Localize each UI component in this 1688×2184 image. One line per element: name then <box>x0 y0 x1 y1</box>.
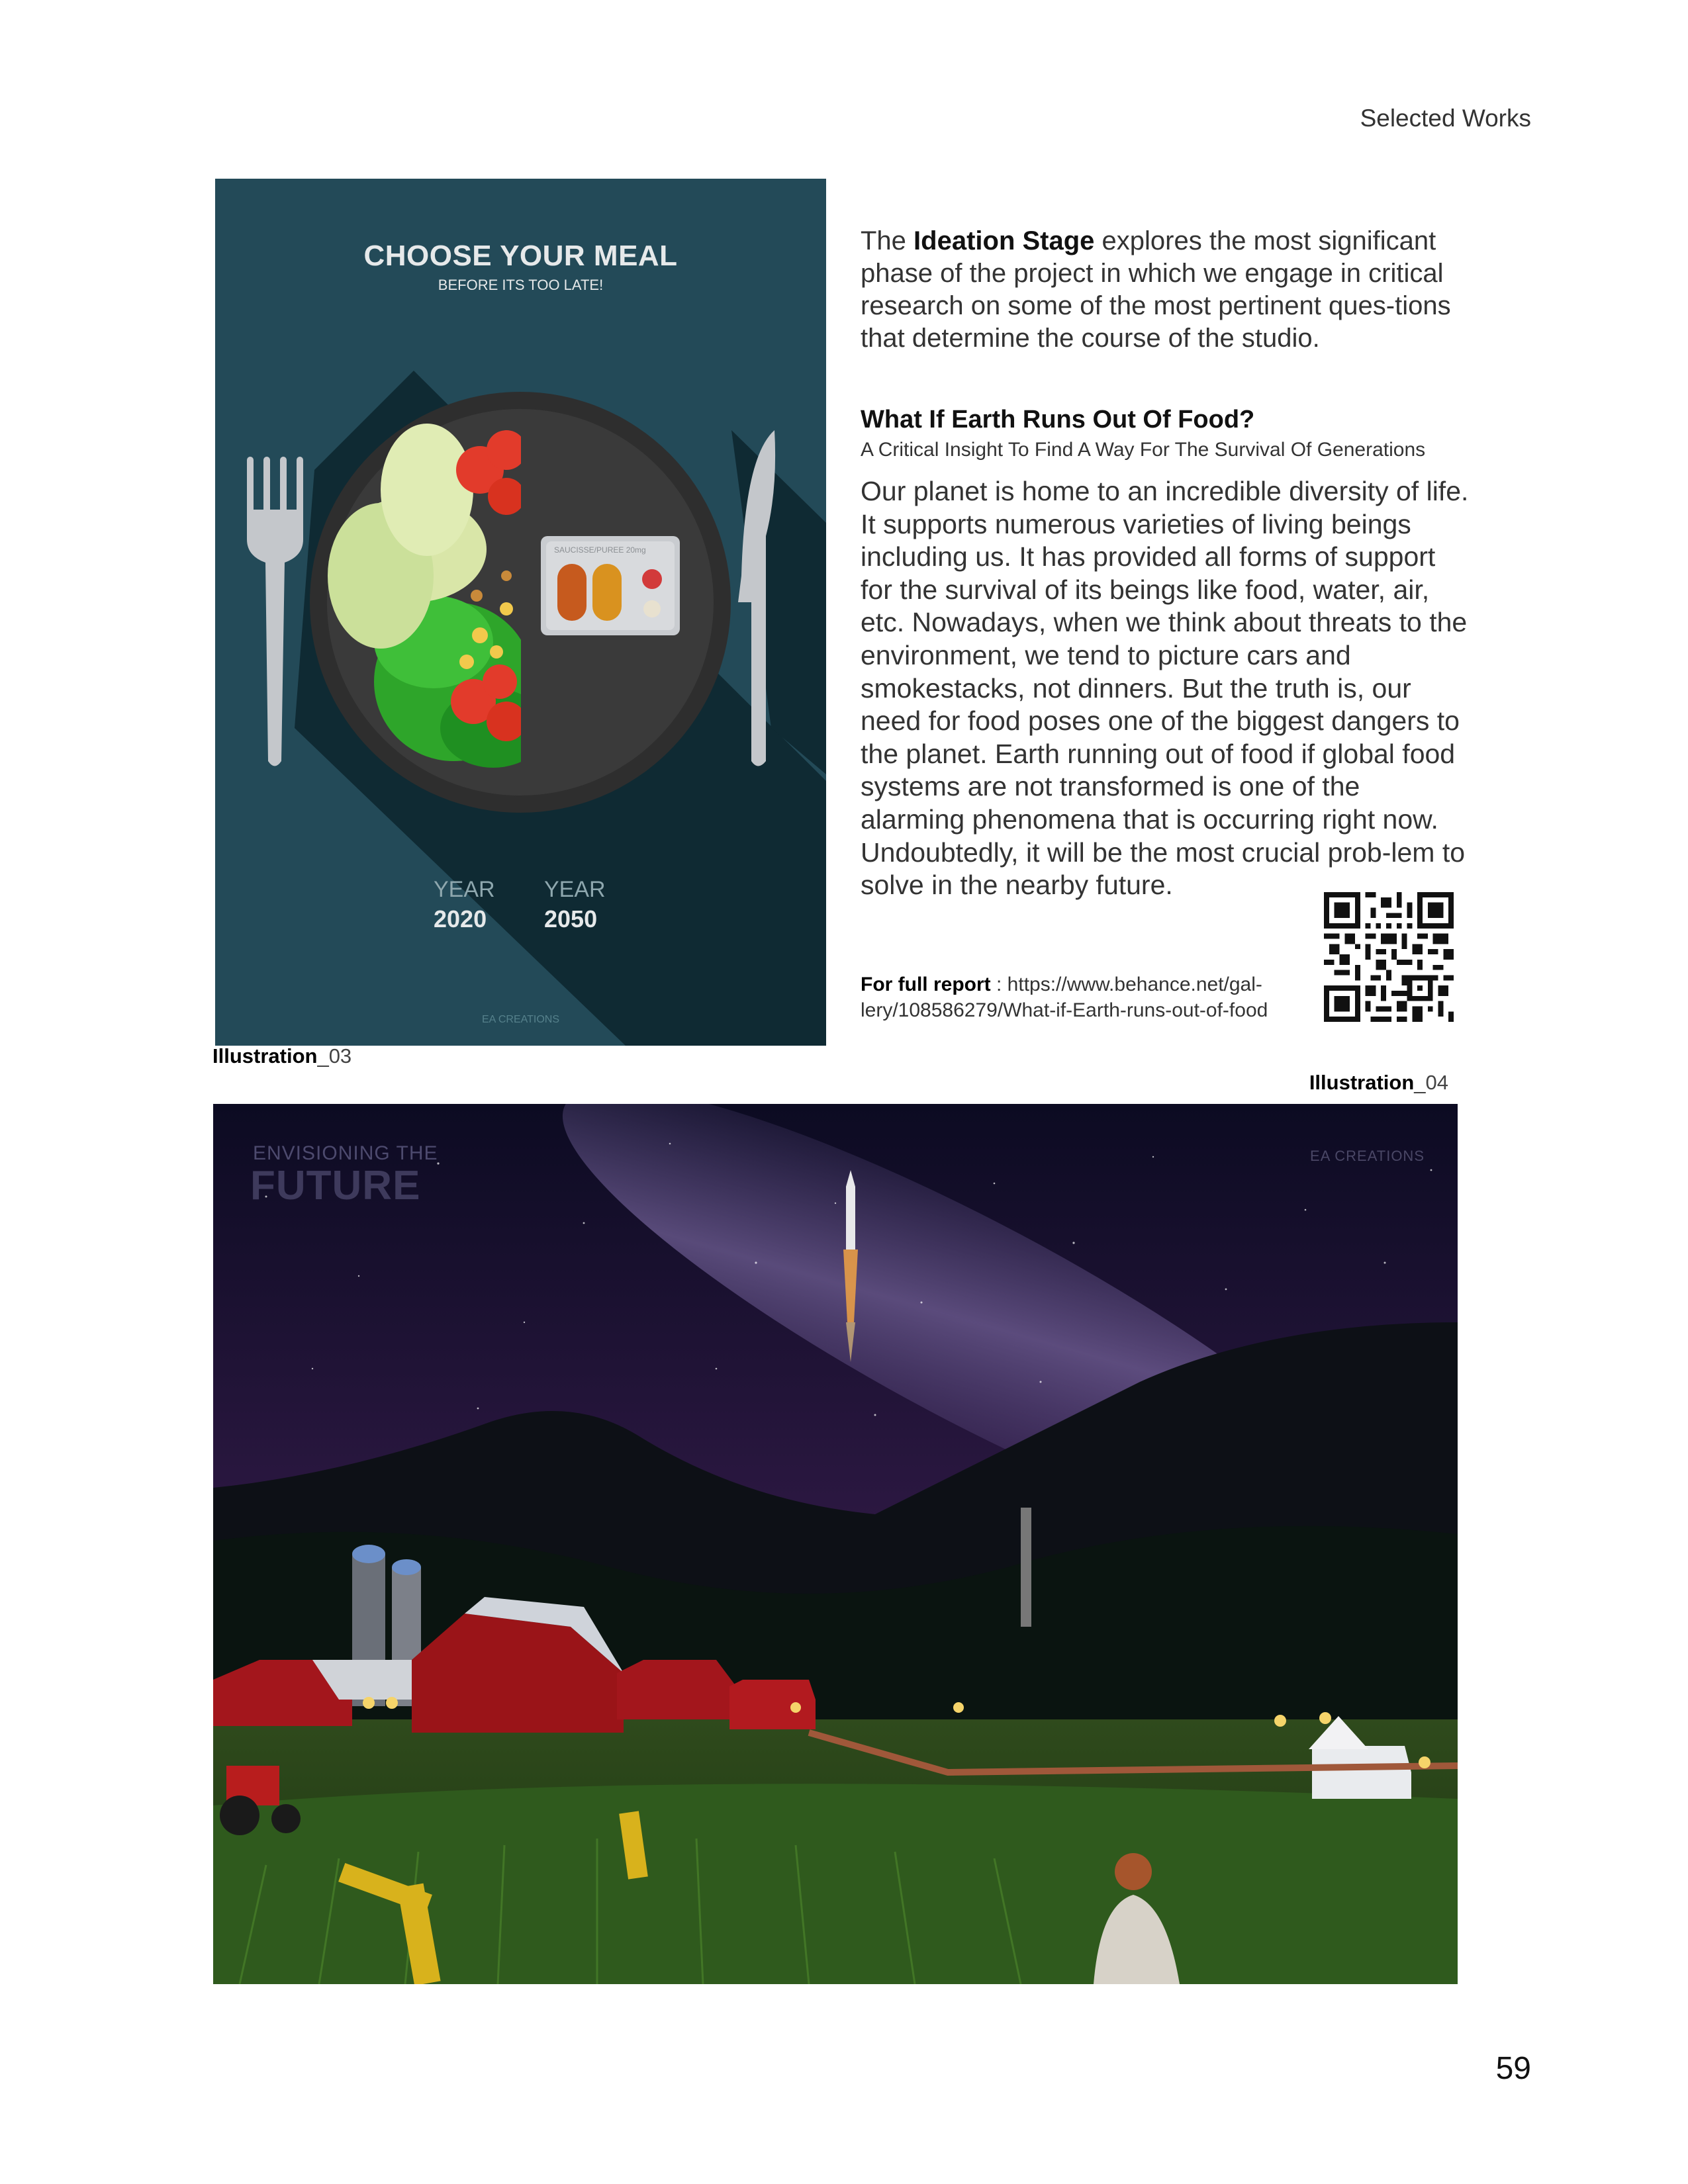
intro-paragraph: The Ideation Stage explores the most significant phase of the project in which we engage in critical research on some of the most pertinent ques-tions that determine the course of the studio. <box>861 226 1451 353</box>
caption-illustration-04: Illustration_04 <box>1309 1071 1448 1094</box>
scene-brand: EA CREATIONS <box>1310 1148 1425 1164</box>
page-number: 59 <box>1495 2051 1531 2086</box>
qr-code-graphic <box>1324 892 1454 1022</box>
year-left: 2020 <box>434 905 487 933</box>
scene-artwork <box>213 1104 1458 1984</box>
pill-pack-label: SAUCISSE/PUREE 20mg <box>554 545 646 555</box>
fork-icon <box>247 457 303 766</box>
body-paragraph: Our planet is home to an incredible diversity of life. It supports numerous varieties of living beings including us. It has provided all forms of support for the survival of its beings like food, water, air, etc. Nowadays, when we think about threats to the environment, we tend to picture cars and smokestacks, not dinners. But the truth is, our need for food poses one of the biggest dangers to the planet. Earth running out of food if global food systems are not transformed is one of the alarming phenomena that is occurring right now. Undoubtedly, it will be the most crucial prob-lem to solve in the nearby future. <box>861 476 1469 901</box>
poster-title: CHOOSE YOUR MEAL <box>363 240 678 272</box>
year-right: 2050 <box>544 905 598 933</box>
report-label: For full report <box>861 974 991 995</box>
caption-illustration-03: Illustration_03 <box>212 1044 352 1068</box>
poster-subtitle: BEFORE ITS TOO LATE! <box>438 277 604 293</box>
question-subtitle: A Critical Insight To Find A Way For The Survival Of Generations <box>861 439 1426 461</box>
report-url-link[interactable]: https://www.behance.net/gal-lery/108586279/What-if-Earth-runs-out-of-food <box>861 974 1268 1021</box>
year-label-right: YEAR <box>544 877 606 902</box>
year-label-left: YEAR <box>434 877 495 902</box>
illustration-04-scene <box>213 1104 1458 1984</box>
report-link-block: For full report : https://www.behance.net/gal-lery/108586279/What-if-Earth-runs-out-of-food <box>861 974 1268 1021</box>
scene-title-large: FUTURE <box>250 1163 421 1208</box>
qr-code[interactable] <box>1324 892 1454 1022</box>
question-title: What If Earth Runs Out Of Food? <box>861 406 1255 433</box>
section-title: Selected Works <box>1360 105 1531 132</box>
poster-artwork <box>215 179 826 1046</box>
poster-brand: EA CREATIONS <box>481 1014 560 1025</box>
scene-title-small: ENVISIONING THE <box>253 1142 438 1164</box>
illustration-03-poster <box>215 179 826 1046</box>
